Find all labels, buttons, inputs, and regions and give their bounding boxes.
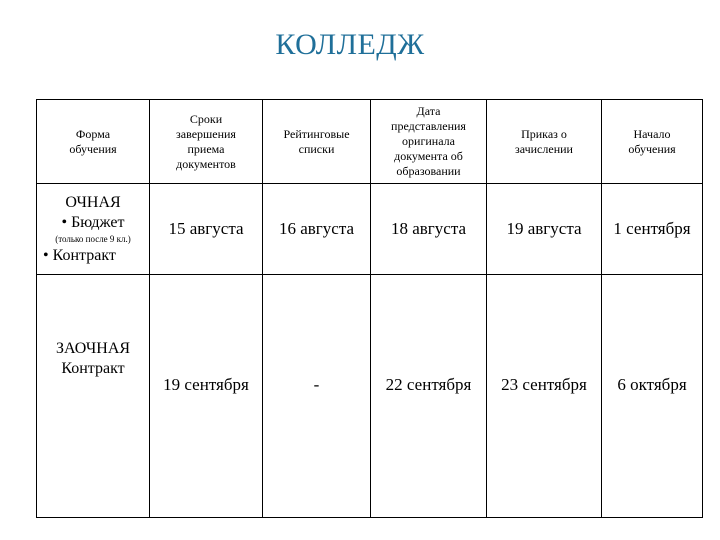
form-item: Контракт bbox=[61, 360, 125, 377]
form-cell bbox=[37, 184, 150, 275]
header-deadline: Сроки завершения приема документов bbox=[150, 100, 263, 184]
header-start: Начало обучения bbox=[602, 100, 703, 184]
table-row bbox=[37, 275, 703, 518]
admission-schedule-table bbox=[36, 99, 703, 518]
table-row bbox=[37, 184, 703, 275]
form-note: (только после 9 кл.) bbox=[55, 233, 131, 244]
deadline-cell: 19 сентября bbox=[150, 275, 263, 518]
deadline-cell: 15 августа bbox=[150, 184, 263, 275]
header-order: Приказ о зачислении bbox=[487, 100, 602, 184]
table-header-row bbox=[37, 100, 703, 184]
header-rating: Рейтинговые списки bbox=[263, 100, 371, 184]
start-cell: 1 сентября bbox=[602, 184, 703, 275]
form-title: ОЧНАЯ bbox=[65, 193, 121, 211]
original-cell: 22 сентября bbox=[371, 275, 487, 518]
page-title: КОЛЛЕДЖ bbox=[275, 28, 425, 61]
header-original: Дата представления оригинала документа об образовании bbox=[371, 100, 487, 184]
rating-cell: - bbox=[263, 275, 371, 518]
header-form: Форма обучения bbox=[37, 100, 150, 184]
rating-cell: 16 августа bbox=[263, 184, 371, 275]
form-item: • Бюджет bbox=[61, 213, 125, 231]
order-cell: 19 августа bbox=[487, 184, 602, 275]
order-cell: 23 сентября bbox=[487, 275, 602, 518]
form-title: ЗАОЧНАЯ bbox=[55, 340, 131, 357]
original-cell: 18 августа bbox=[371, 184, 487, 275]
form-item: • Контракт bbox=[43, 246, 116, 264]
form-cell bbox=[37, 275, 150, 518]
start-cell: 6 октября bbox=[602, 275, 703, 518]
